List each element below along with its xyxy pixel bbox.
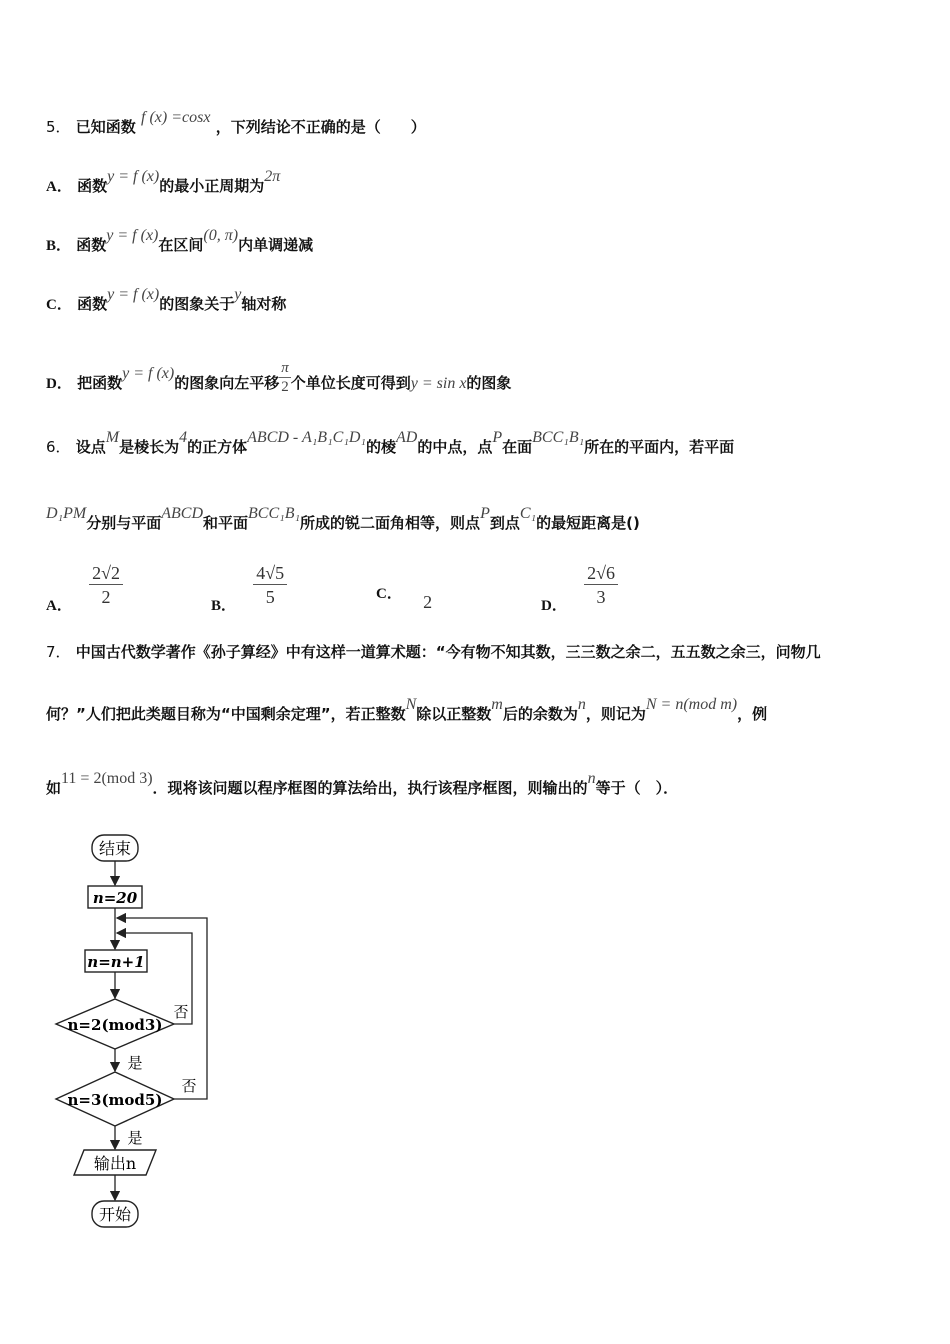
option-text: 轴对称: [241, 295, 287, 313]
fraction-numerator: π: [281, 360, 289, 376]
q6-math: C₁: [519, 505, 537, 522]
q7-text: ，则记为: [585, 705, 646, 723]
q6-math: P: [480, 505, 490, 522]
q6-stem-line1: [46, 429, 735, 457]
q6-math: M: [105, 429, 120, 446]
option-label: B．: [46, 238, 72, 254]
flow-decision-2-label: n=3(mod5): [67, 1091, 163, 1109]
flow-output-label: 输出n: [93, 1154, 137, 1173]
option-label: A．: [46, 179, 72, 195]
q6-choice-d: [541, 562, 618, 614]
fraction-denominator: 2: [101, 587, 111, 607]
fraction-numerator: 2√2: [89, 562, 123, 585]
q6-text: 所在的平面内，若平面: [584, 438, 735, 456]
flow-yes-label-2: 是: [127, 1129, 143, 1147]
option-text: 的最小正周期为: [159, 177, 265, 195]
option-text: 把函数: [77, 374, 123, 392]
fraction-denominator: 3: [596, 587, 606, 607]
choice-value: 2: [423, 592, 433, 612]
q5-func-def: f (x) =cosx: [141, 109, 211, 126]
option-expr: y: [234, 286, 242, 303]
flow-yes-label-1: 是: [127, 1054, 143, 1072]
q6-choice-a: [46, 562, 123, 614]
q7-math: N = n(mod m): [645, 696, 738, 713]
q5-stem: [46, 109, 426, 137]
flow-no-label-2: 否: [181, 1077, 197, 1095]
q6-text: 是棱长为: [119, 438, 180, 456]
option-expr: y = f (x): [106, 227, 159, 244]
q7-text: 中国古代数学著作《孙子算经》中有这样一道算术题：“今有物不知其数，三三数之余二，五五数之余三，问物几: [75, 643, 821, 661]
q6-math: P: [492, 429, 503, 446]
flow-no-label-1: 否: [173, 1003, 189, 1021]
option-expr: (0, π): [203, 227, 239, 244]
q6-math: D₁PM: [46, 505, 87, 522]
q6-choice-b: [211, 562, 287, 614]
q7-text: 后的余数为: [502, 705, 578, 723]
option-text: 的图象关于: [159, 295, 235, 313]
option-label: D．: [46, 376, 72, 392]
flow-decision-1-label: n=2(mod3): [67, 1016, 163, 1034]
q7-line2: [46, 696, 768, 724]
option-text: 函数: [76, 236, 107, 254]
q5-option-a: [46, 168, 281, 196]
q6-text: 在面: [502, 438, 533, 456]
q7-text: ，例: [737, 705, 768, 723]
fraction-numerator: 2√6: [584, 562, 618, 585]
option-text: 个单位长度可得到: [290, 374, 411, 392]
option-text: 的图象向左平移: [174, 374, 280, 392]
q7-math: m: [491, 696, 503, 713]
q6-text: 分别与平面: [86, 514, 162, 532]
q5-option-d: [46, 360, 512, 402]
q7-number: 7．: [46, 643, 71, 661]
q6-choice-c: [376, 582, 433, 612]
choice-label: A．: [46, 598, 72, 614]
q7-text: 何？”人们把此类题目称为“中国剩余定理”，若正整数: [46, 705, 406, 723]
flow-step-label: n=n+1: [87, 953, 145, 971]
q7-math: n: [587, 770, 596, 787]
q7-line1: [46, 641, 821, 662]
q6-stem-line2: [46, 505, 640, 533]
q5-stem-a: 已知函数: [75, 118, 136, 136]
q7-math: N: [405, 696, 417, 713]
q6-text: 设点: [75, 438, 106, 456]
option-expr: y = f (x): [107, 168, 160, 185]
q7-text: 如: [46, 779, 62, 797]
q7-text: 等于（ ）．: [595, 779, 679, 797]
q7-text: ．现将该问题以程序框图的算法给出，执行该程序框图，则输出的: [152, 779, 588, 797]
q6-number: 6．: [46, 438, 71, 456]
q6-text: 和平面: [203, 514, 249, 532]
option-text: 在区间: [158, 236, 204, 254]
fraction-denominator: 2: [281, 379, 289, 395]
choice-fraction: [584, 562, 618, 609]
choice-label: C．: [376, 586, 402, 602]
choice-fraction: [253, 562, 287, 609]
option-expr: y = sin x: [410, 375, 467, 392]
q6-math: BCC₁B₁: [532, 429, 585, 446]
q7-text: 除以正整数: [416, 705, 492, 723]
choice-label: D．: [541, 598, 567, 614]
option-text: 的图象: [466, 374, 512, 392]
q5-stem-b: ，下列结论不正确的是（ ）: [215, 118, 426, 136]
option-label: C．: [46, 297, 72, 313]
fraction-denominator: 5: [265, 587, 275, 607]
option-expr: y = f (x): [122, 365, 175, 382]
q6-text: 的棱: [366, 438, 397, 456]
q6-text: 所成的锐二面角相等，则点: [300, 514, 481, 532]
option-text: 内单调递减: [238, 236, 314, 254]
flow-end-label: 开始: [98, 1205, 132, 1224]
option-text: 函数: [77, 177, 108, 195]
option-text: 函数: [77, 295, 108, 313]
q7-math: 11 = 2(mod 3): [61, 770, 153, 787]
choice-label: B．: [211, 598, 237, 614]
q5-number: 5．: [46, 118, 71, 136]
q6-text: 的最短距离是(): [536, 514, 640, 532]
q5-option-c: [46, 286, 287, 314]
q7-line3: [46, 770, 679, 798]
q6-math: ABCD - A₁B₁C₁D₁: [247, 429, 366, 446]
option-expr: 2π: [264, 168, 281, 185]
q7-math: n: [577, 696, 586, 713]
program-flowchart: [50, 825, 230, 1235]
fraction-numerator: 4√5: [253, 562, 287, 585]
q6-text: 的中点，点: [417, 438, 493, 456]
flow-start-label: 结束: [98, 839, 132, 858]
option-expr: y = f (x): [107, 286, 160, 303]
q6-math: ABCD: [161, 505, 204, 522]
q5-option-b: [46, 227, 314, 255]
q6-text: 到点: [489, 514, 520, 532]
q6-text: 的正方体: [187, 438, 248, 456]
choice-fraction: [89, 562, 123, 609]
q6-math: AD: [396, 429, 418, 446]
fraction-pi-over-2: [279, 359, 291, 396]
flow-init-label: n=20: [92, 889, 138, 907]
q6-math: BCC₁B₁: [248, 505, 301, 522]
q6-math: 4: [179, 429, 188, 446]
